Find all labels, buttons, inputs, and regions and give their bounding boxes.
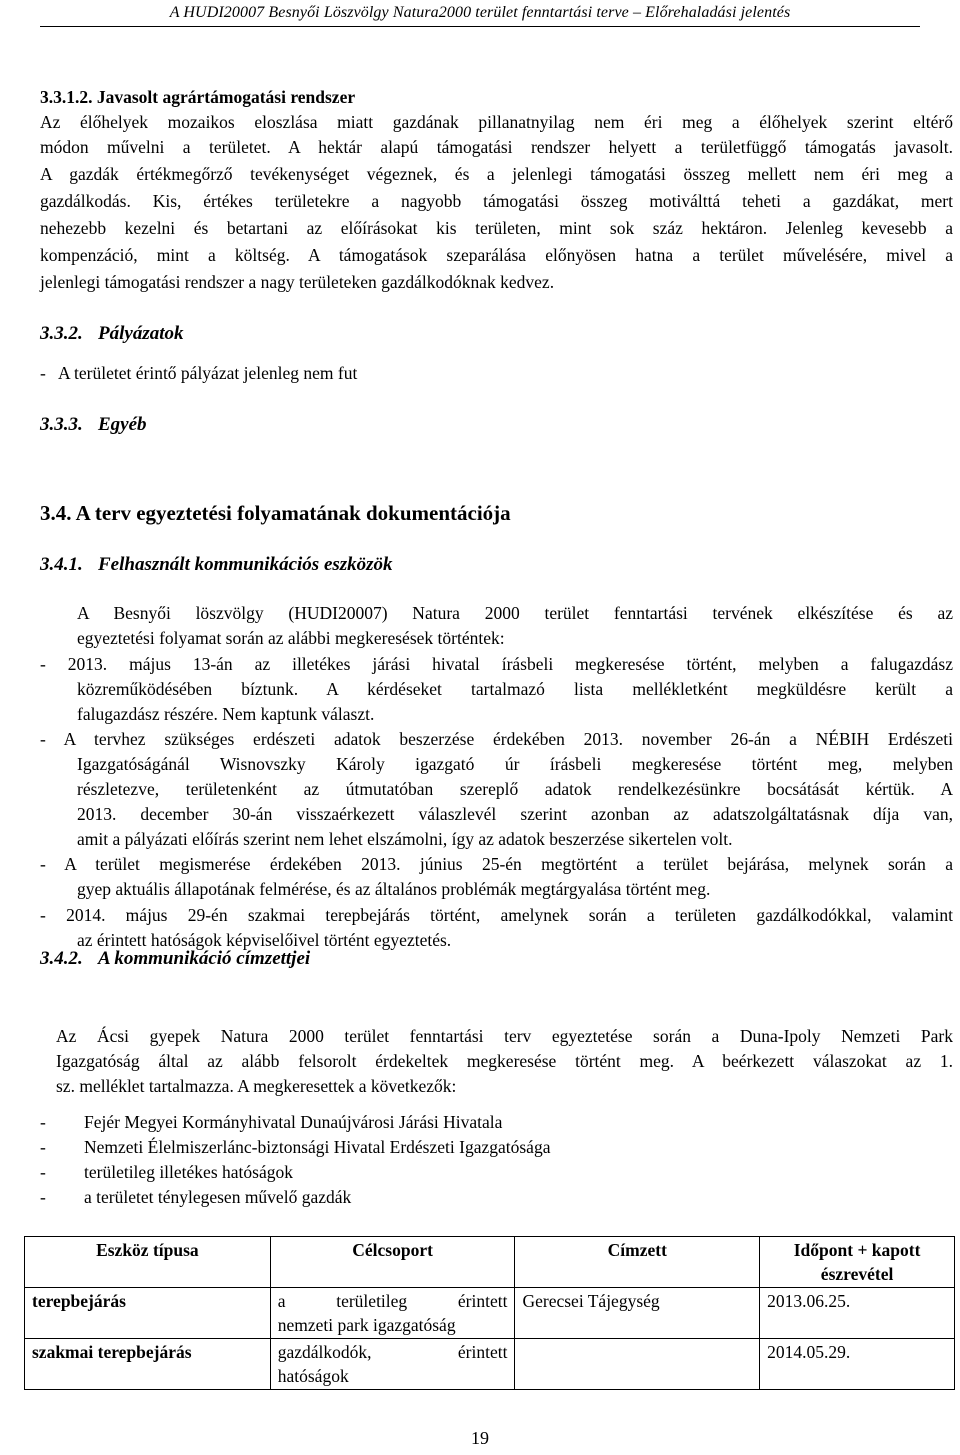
paragraph-line: gazdálkodás. Kis, értékes területekre a nagyobb támogatási összeg motiválttá teheti a gazdákat, mert (40, 191, 953, 211)
table-cell-date: 2014.05.29. (760, 1339, 955, 1390)
list-item-line: gyep aktuális állapotának felmérése, és az általános problémák megtárgyalása történt meg. (77, 879, 711, 899)
bullet: - (40, 1187, 46, 1207)
section-title-342: A kommunikáció címzettjei (98, 948, 311, 969)
table-row (25, 1288, 955, 1339)
list-item-line: 2013. december 30-án visszaérkezett válaszlevél szerint azonban az adatszolgáltatásnak díja van, (77, 804, 953, 824)
paragraph-line: jelenlegi támogatási rendszer a nagy területeken gazdálkodóknak kedvez. (40, 272, 555, 292)
list-item: - A területet érintő pályázat jelenleg nem fut (40, 363, 358, 383)
table-cell-date: 2013.06.25. (760, 1288, 955, 1339)
communication-table (24, 1236, 955, 1390)
list-item: Fejér Megyei Kormányhivatal Dunaújvárosi Járási Hivatala (84, 1112, 503, 1132)
table-cell-group-line: hatóságok (277, 1366, 349, 1386)
paragraph-line: A gazdák értékmegőrző tevékenységet végeznek, és a jelenlegi támogatási összeg mellett nem éri meg a (40, 164, 953, 184)
table-cell-group-line: a területileg érintett (277, 1291, 508, 1311)
paragraph-line: Az élőhelyek mozaikos eloszlása miatt gazdának pillanatnyilag nem éri meg a élőhelyek szerint eltérő (40, 112, 953, 132)
paragraph-line: módon művelni a területet. A hektár alapú támogatási rendszer helyett a területfüggő támogatás javasolt. (40, 137, 953, 157)
table-cell-group (270, 1339, 515, 1390)
paragraph-line: sz. melléklet tartalmazza. A megkeresettek a következők: (56, 1076, 457, 1096)
list-item-line: közreműködésében bíztunk. A kérdéseket tartalmazó lista mellékletként megküldésre került a (77, 679, 953, 699)
list-item: Nemzeti Élelmiszerlánc-biztonsági Hivatal Erdészeti Igazgatósága (84, 1137, 551, 1157)
table-header-cell: Címzett (515, 1237, 760, 1288)
paragraph-line: nehezebb kezelni és betartani az előírásokat kis területen, mint sok száz hektáron. Jelenleg kevesebb a (40, 218, 953, 238)
list-item-line: - A tervhez szükséges erdészeti adatok beszerzése érdekében 2013. november 26-án a NÉBIH Erdészeti (40, 729, 953, 749)
page-number: 19 (471, 1428, 489, 1448)
section-number-333: 3.3.3. (40, 414, 83, 435)
bullet: - (40, 1137, 46, 1157)
list-item: területileg illetékes hatóságok (84, 1162, 293, 1182)
table-cell-group (270, 1288, 515, 1339)
section-heading-34: 3.4. A terv egyeztetési folyamatának dokumentációja (40, 501, 511, 525)
section-number-341: 3.4.1. (40, 554, 83, 575)
section-title-341: Felhasznált kommunikációs eszközök (98, 554, 393, 575)
section-title-333: Egyéb (98, 414, 147, 435)
paragraph-line: Igazgatóság által az alább felsorolt érdekeltek megkeresése történt meg. A beérkezett válaszokat az 1. (56, 1051, 953, 1071)
list-item-line: az érintett hatóságok képviselőivel történt egyeztetés. (77, 930, 452, 950)
table-cell-type: szakmai terepbejárás (25, 1339, 271, 1390)
list-item-line: Igazgatóságánál Wisnovszky Károly igazgató úr írásbeli megkeresése történt meg, melyben (77, 754, 953, 774)
list-item: a területet ténylegesen művelő gazdák (84, 1187, 352, 1207)
table-cell-group-line: nemzeti park igazgatóság (277, 1315, 456, 1335)
table-header-row (25, 1237, 955, 1288)
running-header (40, 2, 920, 27)
section-number-332: 3.3.2. (40, 323, 83, 344)
list-item-line: - 2013. május 13-án az illetékes járási hivatal írásbeli megkeresése történt, melyben a falugazdász (40, 654, 953, 674)
header-text: A HUDI20007 Besnyői Löszvölgy Natura2000 terület fenntartási terve – Előrehaladási jelentés (169, 4, 791, 21)
table-cell-type: terepbejárás (25, 1288, 271, 1339)
bullet: - (40, 1112, 46, 1132)
table-cell-recipient (515, 1339, 760, 1390)
section-title-332: Pályázatok (98, 323, 184, 344)
paragraph-line: Az Ácsi gyepek Natura 2000 terület fenntartási terv egyeztetése során a Duna-Ipoly Nemzeti Park (56, 1026, 953, 1046)
bullet: - (40, 1162, 46, 1182)
table-cell-recipient: Gerecsei Tájegység (515, 1288, 760, 1339)
paragraph-line: kompenzáció, mint a költség. A támogatások szeparálása előnyösen hatna a terület művelésére, mivel a (40, 245, 953, 265)
table-header-cell: Időpont + kapott észrevétel (760, 1237, 955, 1288)
paragraph-line: A Besnyői löszvölgy (HUDI20007) Natura 2000 terület fenntartási tervének elkészítése és az (77, 603, 953, 623)
table-row (25, 1339, 955, 1390)
list-item-line: - A terület megismerése érdekében 2013. június 25-én megtörtént a terület bejárása, melynek során a (40, 854, 953, 874)
list-item-line: falugazdász részére. Nem kaptunk választ. (77, 704, 375, 724)
paragraph-line: egyeztetési folyamat során az alábbi megkeresések történtek: (77, 628, 505, 648)
section-heading-3312: 3.3.1.2. Javasolt agrártámogatási rendszer (40, 87, 356, 107)
list-item-line: amit a pályázati előírás szerint nem lehet elszámolni, így az adatok beszerzése sikertelen volt. (77, 829, 733, 849)
table-cell-group-line: gazdálkodók, érintett (277, 1342, 508, 1362)
table-header-cell: Célcsoport (270, 1237, 515, 1288)
table-header-cell: Eszköz típusa (25, 1237, 271, 1288)
list-item-line: - 2014. május 29-én szakmai terepbejárás történt, amelynek során a területen gazdálkodókkal, valamint (40, 905, 953, 925)
list-item-line: részletezve, területenként az útmutatóban szereplő adatok rendelkezésünkre bocsátását kértük. A (77, 779, 953, 799)
section-number-342: 3.4.2. (40, 948, 83, 969)
